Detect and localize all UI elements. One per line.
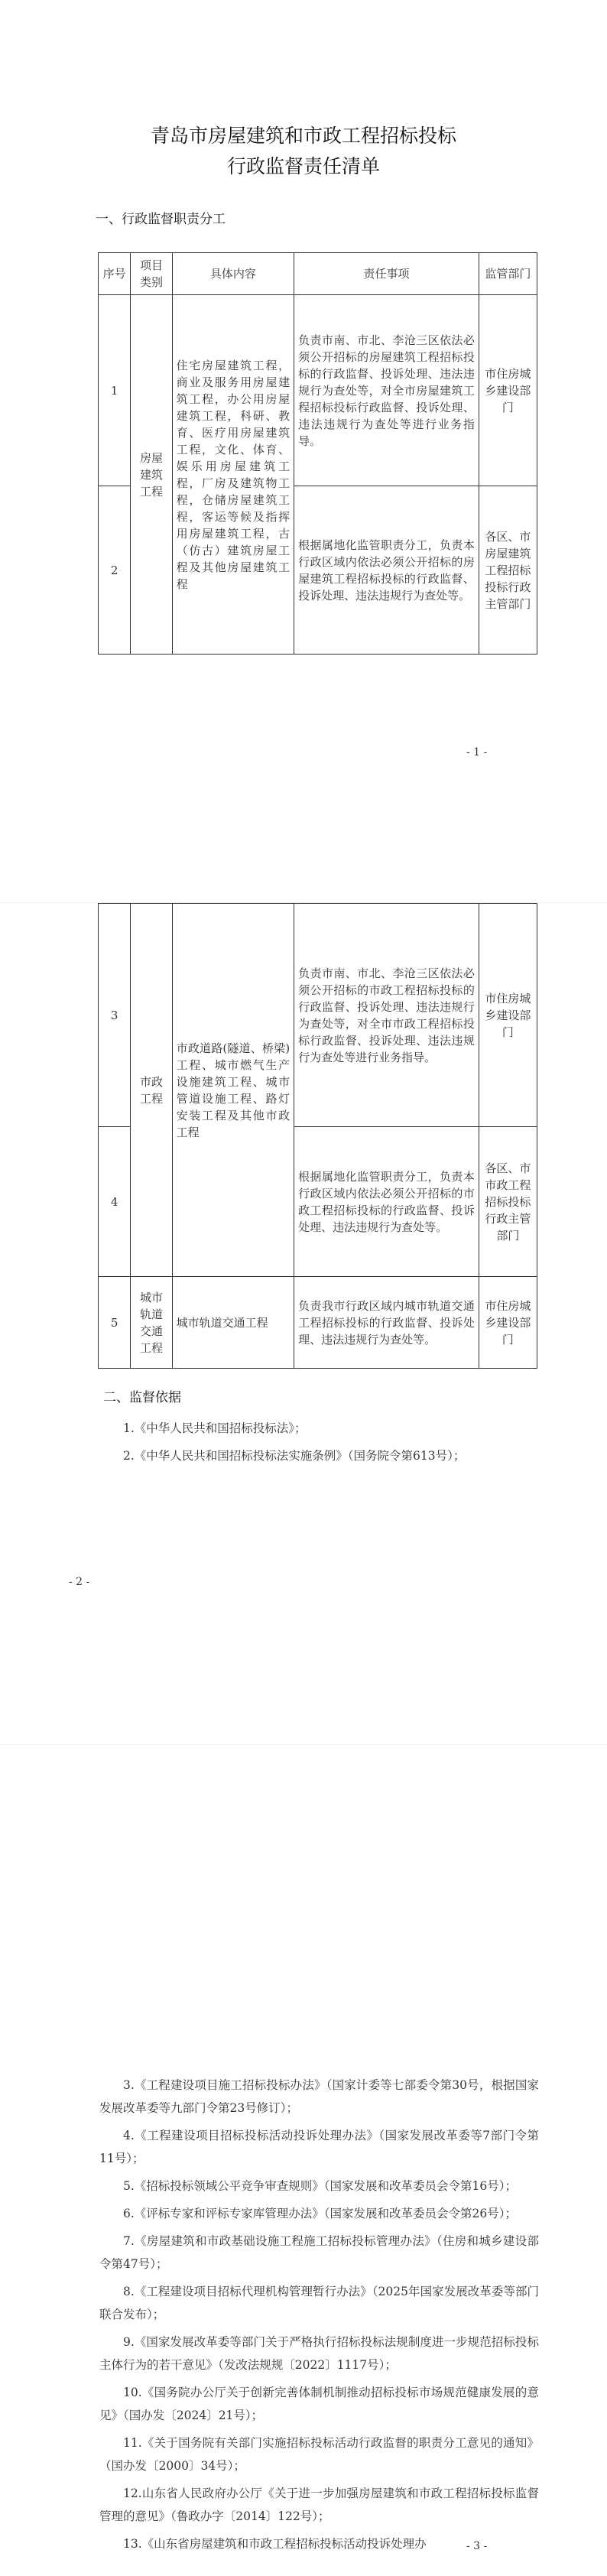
basis-list-part-1 <box>99 1417 539 1472</box>
section-heading-duties: 一、行政监督职责分工 <box>96 212 226 227</box>
basis-item: 11.《关于国务院有关部门实施招标投标活动行政监督的职责分工意见的通知》（国办发〔2000〕34号）； <box>99 2436 539 2473</box>
duty-table-part-2 <box>98 903 537 1369</box>
cell-content: 城市轨道交通工程 <box>172 1277 294 1369</box>
basis-item: 6.《评标专家和评标专家库管理办法》（国家发展和改革委员会令第26号）； <box>123 2207 518 2220</box>
cell-dept: 市住房城乡建设部门 <box>479 1277 537 1369</box>
header-category: 项目类别 <box>131 253 172 295</box>
cell-category: 城市轨道交通工程 <box>131 1277 172 1369</box>
header-duty: 责任事项 <box>294 253 479 295</box>
header-dept: 监管部门 <box>479 253 537 295</box>
cell-category: 市政工程 <box>131 904 172 1277</box>
cell-seq: 1 <box>99 295 131 486</box>
cell-seq: 2 <box>99 486 131 655</box>
document-title-line-1: 青岛市房屋建筑和市政工程招标投标 <box>150 125 456 147</box>
page-2 <box>0 903 607 1744</box>
cell-seq: 3 <box>99 904 131 1127</box>
cell-dept: 各区、市市政工程招标投标行政主管部门 <box>479 1127 537 1277</box>
cell-duty: 根据属地化监管职责分工，负责本行政区域内依法必须公开招标的市政工程招标投标的行政监督、投诉处理、违法违规行为查处等。 <box>294 1127 479 1277</box>
table-row <box>99 1277 537 1369</box>
basis-item: 7.《房屋建筑和市政基础设施工程施工招标投标管理办法》（住房和城乡建设部令第47号）； <box>99 2234 539 2271</box>
section-heading-basis: 二、监督依据 <box>103 1390 181 1405</box>
header-seq: 序号 <box>99 253 131 295</box>
basis-item: 9.《国家发展改革委等部门关于严格执行招标投标法规制度进一步规范招标投标主体行为的若干意见》（发改法规规〔2022〕1117号）； <box>99 2335 539 2372</box>
basis-list-part-2 <box>99 2074 539 2560</box>
page-number: - 3 - <box>466 2540 488 2552</box>
cell-duty: 负责市南、市北、李沧三区依法必须公开招标的房屋建筑工程招标投标的行政监督、投诉处理、违法违规行为查处等，对全市房屋建筑工程招标投标行政监督、投诉处理、违法违规行为查处等进行业务指导。 <box>294 295 479 486</box>
cell-dept: 各区、市房屋建筑工程招标投标行政主管部门 <box>479 486 537 655</box>
table-row <box>99 904 537 1127</box>
cell-duty: 根据属地化监管职责分工，负责本行政区域内依法必须公开招标的房屋建筑工程招标投标的行政监督、投诉处理、违法违规行为查处等。 <box>294 486 479 655</box>
basis-item: 12.山东省人民政府办公厅《关于进一步加强房屋建筑和市政工程招标投标监督管理的意见》（鲁政办字〔2014〕122号）； <box>99 2487 539 2523</box>
basis-item: 13.《山东省房屋建筑和市政工程招标投标活动投诉处理办 <box>123 2537 427 2551</box>
cell-content: 住宅房屋建筑工程，商业及服务用房屋建筑工程，办公用房屋建筑工程，科研、教育、医疗用房屋建筑工程，文化、体育、娱乐用房屋建筑工程，厂房及建筑物工程，仓储房屋建筑工程，客运等候及指挥用房屋建筑工程，古（仿古）建筑房屋工程及其他房屋建筑工程 <box>172 295 294 655</box>
basis-item: 5.《招标投标领域公平竞争审查规则》（国家发展和改革委员会令第16号）； <box>123 2179 518 2193</box>
cell-duty: 负责市南、市北、李沧三区依法必须公开招标的市政工程招标投标的行政监督、投诉处理、违法违规行为查处等，对全市市政工程招标投标行政监督、投诉处理、违法违规行为查处等进行业务指导。 <box>294 904 479 1127</box>
document-title-line-2: 行政监督责任清单 <box>226 155 380 177</box>
page-1 <box>0 0 607 902</box>
cell-seq: 5 <box>99 1277 131 1369</box>
header-content: 具体内容 <box>172 253 294 295</box>
cell-dept: 市住房城乡建设部门 <box>479 295 537 486</box>
table-row <box>99 295 537 486</box>
basis-item: 8.《工程建设项目招标代理机构管理暂行办法》（2025年国家发展改革委等部门联合发布）； <box>99 2285 539 2321</box>
basis-item: 2.《中华人民共和国招标投标法实施条例》（国务院令第613号）； <box>123 1449 466 1463</box>
cell-category: 房屋建筑工程 <box>131 295 172 655</box>
page-number: - 1 - <box>466 746 488 759</box>
basis-item: 4.《工程建设项目招标投标活动投诉处理办法》（国家发展改革委等7部门令第11号）； <box>99 2129 539 2165</box>
basis-item: 3.《工程建设项目施工招标投标办法》（国家计委等七部委令第30号，根据国家发展改革委等九部门令第23号修订）； <box>99 2078 539 2115</box>
cell-seq: 4 <box>99 1127 131 1277</box>
basis-item: 1.《中华人民共和国招标投标法》； <box>123 1421 307 1435</box>
basis-item: 10.《国务院办公厅关于创新完善体制机制推动招标投标市场规范健康发展的意见》（国办发〔2024〕21号）； <box>99 2386 539 2422</box>
duty-table-part-1 <box>98 252 537 655</box>
cell-content: 市政道路(隧道、桥梁)工程、城市燃气生产设施建筑工程、城市管道设施工程、路灯安装工程及其他市政工程 <box>172 904 294 1277</box>
page-3 <box>0 1745 607 2576</box>
table-header-row <box>99 253 537 295</box>
cell-dept: 市住房城乡建设部门 <box>479 904 537 1127</box>
page-number: - 2 - <box>69 1576 90 1588</box>
cell-duty: 负责我市行政区域内城市轨道交通工程招标投标的行政监督、投诉处理、违法违规行为查处等。 <box>294 1277 479 1369</box>
